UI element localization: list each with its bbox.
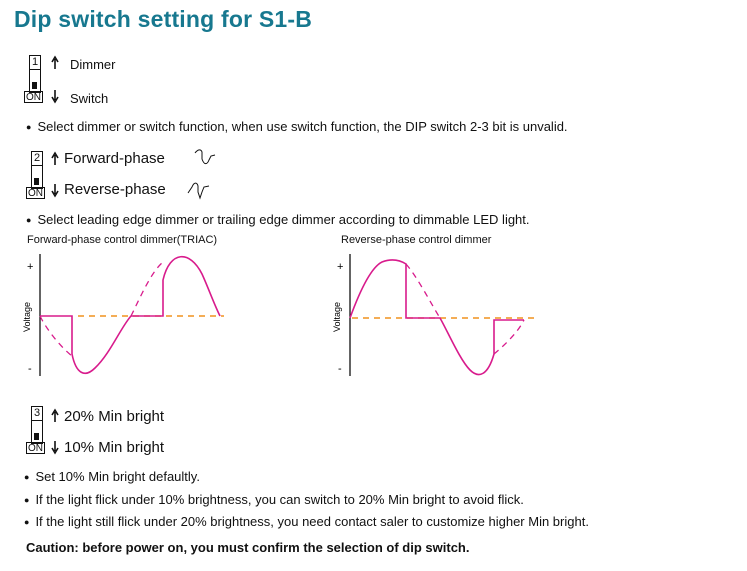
- dip-switch-on-label: ON: [28, 443, 43, 454]
- dip-switch-knob: [34, 433, 39, 440]
- reverse-chart-caption: Reverse-phase control dimmer: [341, 234, 492, 246]
- dip-switch-number: 1: [29, 55, 41, 70]
- chart-waveform: [40, 257, 220, 374]
- chart-cutoff-dashed: [406, 264, 440, 318]
- forward-chart-caption: Forward-phase control dimmer(TRIAC): [27, 234, 218, 246]
- dip2-down-label: Reverse-phase: [64, 181, 166, 198]
- chart-minus-label: -: [28, 363, 32, 375]
- dip-switch-knob: [34, 178, 39, 185]
- dip3-down-label: 10% Min bright: [64, 439, 165, 456]
- dip-switch-1: [24, 55, 43, 104]
- chart-plus-label: +: [27, 261, 34, 273]
- note-dimmer-switch: ● Select dimmer or switch function, when use switch function, the DIP switch 2-3 bit is unvalid.: [26, 119, 568, 134]
- dip-switch-body: [31, 420, 43, 444]
- arrow-down-icon: [50, 183, 60, 197]
- chart-ylabel: Voltage: [22, 301, 32, 332]
- dip2-up-label: Forward-phase: [64, 150, 165, 167]
- dip-switch-on-label: ON: [28, 188, 43, 199]
- arrow-up-icon: [50, 152, 60, 166]
- chart-plus-label: +: [337, 261, 344, 273]
- dip1-up-label: Dimmer: [70, 57, 116, 72]
- page-title: Dip switch setting for S1-B: [14, 6, 313, 32]
- note-default-min-bright: ● Set 10% Min bright defaultly.: [24, 469, 200, 484]
- dip-switch-number: 2: [31, 151, 43, 166]
- note-flick-20: ● If the light still flick under 20% brightness, you need contact saler to customize higher Min bright.: [24, 514, 589, 529]
- arrow-down-icon: [50, 89, 60, 103]
- chart-cutoff-dashed: [40, 316, 72, 356]
- dip-switch-body: [31, 165, 43, 189]
- forward-phase-wave-icon: [194, 149, 216, 167]
- chart-cutoff-dashed: [494, 320, 524, 354]
- chart-cutoff-dashed: [131, 262, 163, 316]
- reverse-phase-wave-icon: [187, 180, 213, 200]
- note-flick-10: ● If the light flick under 10% brightness, you can switch to 20% Min bright to avoid flick.: [24, 492, 524, 507]
- caution-text: Caution: before power on, you must confirm the selection of dip switch.: [26, 540, 470, 555]
- chart-ylabel: Voltage: [332, 301, 342, 332]
- dip-switch-number: 3: [31, 406, 43, 421]
- arrow-up-icon: [50, 56, 60, 70]
- dip-switch-knob: [32, 82, 37, 89]
- chart-minus-label: -: [338, 363, 342, 375]
- note-leading-trailing: ● Select leading edge dimmer or trailing edge dimmer according to dimmable LED light.: [26, 212, 530, 227]
- dip-switch-on-label: ON: [26, 92, 41, 103]
- dip-switch-body: [29, 69, 41, 93]
- dip3-up-label: 20% Min bright: [64, 408, 165, 425]
- dip-switch-3: [26, 406, 45, 455]
- chart-waveform: [350, 260, 524, 375]
- arrow-up-icon: [50, 409, 60, 423]
- arrow-down-icon: [50, 440, 60, 454]
- reverse-phase-chart: [328, 252, 543, 380]
- dip-switch-2: [26, 151, 45, 200]
- forward-phase-chart: [18, 252, 233, 380]
- dip1-down-label: Switch: [70, 91, 109, 106]
